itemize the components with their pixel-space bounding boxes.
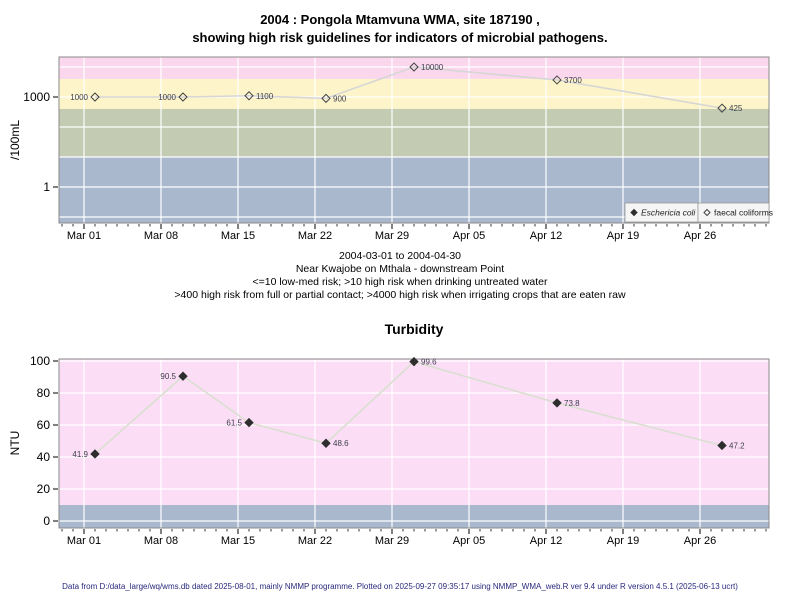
y-tick-label: 1 xyxy=(43,180,50,194)
chart-turbidity xyxy=(30,354,769,547)
point-value-label: 425 xyxy=(729,104,743,114)
x-tick-label: Mar 01 xyxy=(66,535,102,547)
point-value-label: 3700 xyxy=(564,75,582,85)
point-value-label: 90.5 xyxy=(160,372,176,382)
point-value-label: 1000 xyxy=(158,93,176,102)
main-title-line2: showing high risk guidelines for indicators of microbial pathogens. xyxy=(192,30,608,45)
x-tick-label: Mar 22 xyxy=(297,230,333,242)
y-tick-label: 40 xyxy=(36,450,50,464)
x-axis xyxy=(62,224,766,242)
subtitle-block xyxy=(0,250,800,302)
point-value-label: 99.6 xyxy=(421,357,437,367)
subtitle-date-range: 2004-03-01 to 2004-04-30 xyxy=(338,250,461,262)
subtitle-site-description: Near Kwajobe on Mthala - downstream Point xyxy=(295,263,505,275)
y-tick-label: 20 xyxy=(36,482,50,496)
point-value-label: 48.6 xyxy=(333,439,349,449)
y-tick-label: 100 xyxy=(29,354,50,368)
y-axis xyxy=(30,354,58,528)
risk-bands xyxy=(59,359,769,528)
main-title-line1: 2004 : Pongola Mtamvuna WMA, site 187190 , xyxy=(260,12,540,27)
main-title xyxy=(0,11,800,47)
footer-provenance-text: Data from D:/data_large/wq/wms.db dated 2025-08-01, mainly NMMP programme. Plotted on 2025-09-27 09:35:17 using NMMP_WMA_web.R ver 9.4 under R version 4.5.1 (2025-06-13 ucrt) xyxy=(62,582,738,591)
x-tick-label: Mar 15 xyxy=(220,230,256,242)
point-value-label: 1000 xyxy=(70,93,88,102)
y-axis xyxy=(23,90,58,194)
point-value-label: 73.8 xyxy=(564,398,580,408)
y-tick-label: 80 xyxy=(36,386,50,400)
y-tick-label: 60 xyxy=(36,418,50,432)
y-tick-label: 0 xyxy=(43,514,50,528)
x-tick-label: Mar 08 xyxy=(143,535,179,547)
x-tick-label: Mar 22 xyxy=(297,535,333,547)
legend-label: faecal coliforms xyxy=(714,207,774,218)
point-value-label: 10000 xyxy=(421,63,444,72)
x-tick-label: Mar 29 xyxy=(374,230,410,242)
x-axis xyxy=(62,529,766,547)
x-tick-label: Apr 26 xyxy=(683,535,717,547)
point-value-label: 47.2 xyxy=(729,441,745,451)
point-value-label: 900 xyxy=(333,94,347,104)
point-value-label: 61.5 xyxy=(226,418,242,428)
point-value-label: 1100 xyxy=(256,91,274,101)
risk-band xyxy=(59,57,769,79)
x-tick-label: Apr 19 xyxy=(606,230,640,242)
x-tick-label: Mar 01 xyxy=(66,230,102,242)
risk-band xyxy=(59,109,769,157)
x-tick-label: Mar 08 xyxy=(143,230,179,242)
x-tick-label: Mar 15 xyxy=(220,535,256,547)
subtitle-guideline-contact: >400 high risk from full or partial contact; >4000 high risk when irrigating crops that are eaten raw xyxy=(174,289,626,301)
x-tick-label: Apr 05 xyxy=(452,230,486,242)
x-tick-label: Apr 26 xyxy=(683,230,717,242)
risk-band xyxy=(59,505,769,528)
x-tick-label: Mar 29 xyxy=(374,535,410,547)
y-tick-label: 1000 xyxy=(23,90,50,104)
subtitle-guideline-drinking: <=10 low-med risk; >10 high risk when drinking untreated water xyxy=(252,276,548,288)
x-tick-label: Apr 12 xyxy=(529,535,563,547)
y-axis-label-microbial: /100mL xyxy=(8,119,22,161)
x-tick-label: Apr 19 xyxy=(606,535,640,547)
turbidity-title: Turbidity xyxy=(384,321,444,337)
legend-label: Eschericia coli xyxy=(641,207,696,218)
x-tick-label: Apr 05 xyxy=(452,535,486,547)
legend xyxy=(625,203,773,222)
risk-bands xyxy=(59,57,769,223)
point-value-label: 41.9 xyxy=(72,449,88,459)
chart-microbial xyxy=(23,57,773,242)
x-tick-label: Apr 12 xyxy=(529,230,563,242)
y-axis-label-turbidity: NTU xyxy=(8,430,22,456)
